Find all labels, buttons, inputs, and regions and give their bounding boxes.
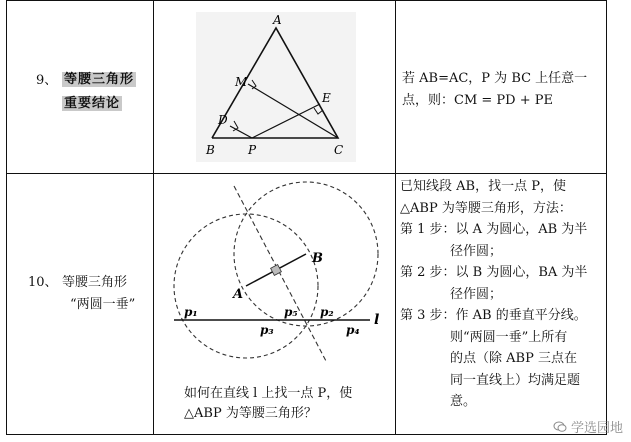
- method-line-1: 已知线段 AB，找一点 P，使: [400, 179, 566, 194]
- column-divider-2: [395, 0, 396, 435]
- label-m: M: [235, 75, 248, 89]
- row-divider-top: [6, 0, 607, 1]
- label-c: C: [334, 143, 344, 157]
- row10-title-line1: 等腰三角形: [62, 275, 128, 290]
- method-line-3: 第 1 步：以 A 为圆心，AB 为半: [400, 222, 588, 237]
- label-line-l: l: [374, 312, 380, 328]
- knowledge-table: [6, 0, 607, 436]
- row-divider-bottom: [6, 434, 607, 435]
- row9-number: 9、: [36, 73, 58, 88]
- watermark-text: 学选园地: [570, 421, 623, 436]
- chat-icon: [553, 421, 567, 433]
- label-e: E: [322, 91, 331, 105]
- row10-method: [400, 176, 604, 413]
- row10-number: 10、: [28, 275, 58, 290]
- row10-title-line2: “两圆一垂”: [70, 297, 136, 312]
- row9-title-line1: 等腰三角形: [64, 72, 135, 87]
- row10-caption: [184, 384, 352, 424]
- method-line-6: 径作圆；: [450, 286, 503, 302]
- label-b: B: [206, 143, 215, 157]
- figure-background: [196, 12, 356, 162]
- row10-title: [62, 272, 135, 316]
- label-p2: p₂: [320, 305, 334, 319]
- label-p: P: [248, 143, 257, 157]
- method-line-4: 径作圆；: [450, 243, 503, 259]
- label-d: D: [218, 113, 228, 127]
- watermark: [553, 417, 623, 436]
- row9-title-line2: 重要结论: [64, 96, 121, 111]
- method-line-9: 的点（除 ABP 三点在: [450, 351, 577, 366]
- column-divider-left: [6, 0, 7, 435]
- method-line-2: △ABP 为等腰三角形，方法：: [400, 200, 572, 216]
- method-line-7: 第 3 步：作 AB 的垂直平分线。: [400, 308, 587, 323]
- label-p4: p₄: [346, 323, 360, 337]
- label-p1: p₁: [184, 305, 198, 319]
- label-p3: p₃: [260, 323, 274, 337]
- row10-caption-line1: 如何在直线 l 上找一点 P，使: [184, 386, 353, 401]
- label-p5: p₅: [284, 305, 298, 319]
- column-divider-right: [606, 0, 607, 435]
- method-line-5: 第 2 步：以 B 为圆心，BA 为半: [400, 265, 588, 280]
- method-line-11: 意。: [450, 394, 477, 409]
- row-divider-middle: [6, 173, 607, 174]
- method-line-10: 同一直线上）均满足题: [450, 372, 581, 388]
- label-a: A: [273, 13, 282, 27]
- two-circles-figure: [154, 176, 394, 376]
- label-point-b: B: [312, 251, 323, 266]
- perpendicular-bisector: [234, 186, 326, 361]
- row9-title: [62, 68, 136, 116]
- row9-description: 若 AB=AC，P 为 BC 上任意一点，则：CM = PD + PE: [402, 71, 588, 108]
- label-point-a: A: [233, 287, 244, 302]
- method-line-8: 则“两圆一垂”上所有: [450, 329, 568, 345]
- triangle-figure: [196, 12, 356, 162]
- row10-caption-line2: △ABP 为等腰三角形？: [184, 406, 317, 421]
